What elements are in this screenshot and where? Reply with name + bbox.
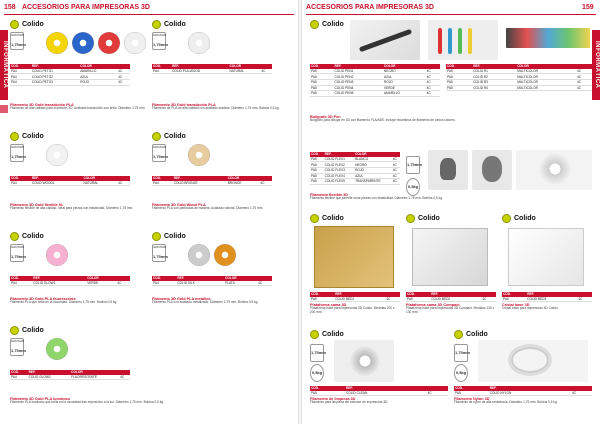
product-table — [10, 370, 130, 380]
column-header: REF. — [334, 292, 385, 297]
column-header: COD. — [10, 276, 32, 281]
table-cell: PA4 — [10, 74, 31, 80]
brand-dot-icon — [152, 132, 161, 141]
column-header: COD. — [10, 64, 31, 69]
table-cell: PA5 — [310, 91, 334, 97]
table-cell: 4C — [571, 391, 592, 396]
table-cell: VERDE — [383, 85, 426, 91]
brand-logo: Colido — [10, 20, 44, 29]
bed3-block — [502, 214, 592, 324]
product-title: Filamento 3D Gold Wood PLA — [152, 203, 206, 207]
table-cell: PLATA — [224, 281, 257, 286]
spool-icon — [46, 32, 68, 54]
bed-photo — [314, 226, 394, 288]
product-block — [10, 324, 292, 422]
table-cell: AZUL — [354, 173, 392, 179]
table-cell: COLID PEN5 — [334, 91, 383, 97]
page-number: 158 — [4, 4, 16, 11]
brand-logo: Colido — [152, 20, 186, 29]
table-cell: PA4 — [10, 281, 32, 286]
table-cell: AMARILLO — [383, 91, 426, 97]
column-header: REF. — [334, 64, 383, 69]
column-header: COD. — [310, 64, 334, 69]
bed1-block — [310, 214, 400, 324]
column-header: COLOR — [79, 64, 117, 69]
table-row — [502, 297, 592, 302]
table-cell: PA4 — [152, 281, 176, 286]
brand-logo: Colido — [152, 132, 186, 141]
page-number: 159 — [582, 4, 594, 11]
product-table — [10, 64, 130, 86]
table-cell: ROJO — [354, 167, 392, 173]
table-row — [10, 79, 130, 85]
side-tab-marker — [0, 105, 8, 113]
column-header: COLOR — [516, 64, 576, 69]
header-rule — [4, 14, 294, 15]
table-cell: PA5 — [310, 179, 324, 185]
table-row — [310, 297, 400, 302]
product-description: Filamento PLA que brilla en la oscuridad. Diámetro 1,75 mm. Bobina 0,5 kg. — [10, 300, 118, 304]
gauge-badge: 1,75mm — [310, 344, 324, 362]
gauge-badge: GROSOR 1,75mm — [152, 244, 166, 262]
table-cell: COLID FLEX2 — [324, 162, 354, 168]
table-cell: 4C — [426, 85, 440, 91]
gauge-badge: GROSOR 1,75mm — [10, 244, 24, 262]
table-cell: COLID R4 — [472, 85, 516, 91]
table-row — [310, 391, 448, 396]
table-cell: COLID PLA-WOOD — [171, 69, 228, 74]
brand-dot-icon — [310, 214, 319, 223]
table-cell: ROJO — [79, 79, 117, 85]
table-cell: 4C — [119, 375, 130, 380]
column-header: COLOR — [70, 370, 119, 375]
product-title: Filamento 3D Gold flexible XL — [10, 203, 64, 207]
brand-dot-icon — [10, 132, 19, 141]
brand-logo: Colido — [310, 214, 344, 223]
product-description: Filamento de nylon de alta resistencia. Diámetro 1,75 mm. Bobina 0,5 kg. — [454, 400, 558, 405]
brand-dot-icon — [10, 232, 19, 241]
table-cell: NATURAL — [82, 181, 117, 186]
table-cell: 4C — [385, 297, 400, 302]
column-header: COLOR — [228, 64, 260, 69]
brand-logo: Colido — [502, 214, 536, 223]
table-cell: BRONCE — [227, 181, 260, 186]
gauge-badge: GROSOR 1,75mm — [10, 144, 24, 162]
product-title: Filamento flexible 3D — [310, 193, 348, 197]
table-cell: COLID CLEAN — [345, 391, 427, 396]
table-row — [152, 181, 272, 186]
column-header: REF. — [489, 386, 571, 391]
column-header: REF. — [526, 292, 577, 297]
product-title: Filamento 3D Gold PLA luminoso — [10, 397, 70, 401]
table-cell: 4C — [392, 162, 400, 168]
table-cell: COLID NYLON — [489, 391, 571, 396]
pen-icon — [359, 29, 412, 53]
spool-icon — [188, 32, 210, 54]
spool-icon — [98, 32, 120, 54]
pen-accessory-photo — [428, 20, 498, 60]
column-header: REF. — [472, 64, 516, 69]
table-cell: 4C — [392, 173, 400, 179]
table-cell: 4C — [576, 85, 592, 91]
product-title: Plataforma cama 3D — [310, 303, 347, 308]
gauge-badge: 1,75mm — [406, 156, 420, 174]
spool-icon — [46, 338, 68, 360]
table-cell: COLID BRONZE — [173, 181, 227, 186]
table-cell: COLID FLEX4 — [324, 173, 354, 179]
column-header: COLOR — [82, 176, 117, 181]
product-title: Filamento 3D Gold PLA metálico — [152, 297, 211, 301]
weight-badge: 0,5kg — [454, 364, 468, 382]
flex-spool-photo — [516, 150, 592, 190]
flex-figure-photo — [428, 150, 468, 190]
glass-photo — [508, 228, 584, 286]
table-cell: MULTICOLOR — [516, 79, 576, 85]
table-row — [446, 85, 592, 91]
table-cell: 4C — [259, 181, 272, 186]
column-header: COD. — [152, 176, 173, 181]
column-header: REF. — [173, 176, 227, 181]
brand-logo: Colido — [10, 232, 44, 241]
table-row — [406, 297, 496, 302]
table-cell: 4C — [257, 281, 272, 286]
column-header: COD. — [310, 152, 324, 157]
flex-block — [310, 150, 592, 210]
table-cell: PA4 — [10, 79, 31, 85]
product-table — [152, 176, 272, 186]
table-cell: PA5 — [310, 173, 324, 179]
table-row — [454, 391, 592, 396]
left-page — [0, 0, 298, 424]
table-cell: ROJO — [383, 79, 426, 85]
table-cell: PA5 — [310, 74, 334, 80]
brand-dot-icon — [10, 20, 19, 29]
brand-dot-icon — [502, 214, 511, 223]
table-cell: AMARILLO — [79, 69, 117, 74]
column-header: REF. — [176, 276, 224, 281]
brand-dot-icon — [406, 214, 415, 223]
column-header: REF. — [31, 64, 79, 69]
column-header: COLOR — [227, 176, 260, 181]
gauge-badge: GROSOR 1,75mm — [152, 32, 166, 50]
spool-icon — [46, 244, 68, 266]
table-cell: MULTICOLOR — [516, 74, 576, 80]
table-cell: COLID R3 — [472, 79, 516, 85]
table-cell: COLID SILK — [176, 281, 224, 286]
product-block — [152, 230, 292, 322]
table-cell: MULTICOLOR — [516, 69, 576, 74]
product-block — [152, 18, 292, 128]
table-cell: COLID BED2 — [430, 297, 481, 302]
table-cell: COLID GLOW1 — [32, 281, 86, 286]
column-header: COLOR — [354, 152, 392, 157]
table-cell: PA4 — [152, 181, 173, 186]
product-table — [152, 64, 272, 74]
table-cell: COLID PEN1 — [334, 69, 383, 74]
spool-icon — [188, 244, 210, 266]
table-cell: 4C — [577, 297, 592, 302]
product-description: Plataforma base para impresoras 3D Colido. Medidas 200 x 200 mm. — [310, 306, 395, 315]
product-block — [10, 130, 150, 228]
product-description: Filamento flexible que permite crear piezas con elasticidad. Diámetro 1,75 mm. Bobina 0,5 kg. — [310, 196, 443, 200]
table-cell: AZUL — [79, 74, 117, 80]
gauge-badge: GROSOR 1,75mm — [10, 338, 24, 356]
bed2-block — [406, 214, 496, 324]
table-cell: PA5 — [454, 391, 489, 396]
table-cell: COLID GLOW2 — [28, 375, 71, 380]
side-tab: INFORMÁTICA — [592, 30, 600, 100]
spool-icon — [188, 144, 210, 166]
column-header: COD. — [10, 176, 31, 181]
table-cell: TRANSPARENTE — [354, 179, 392, 185]
table-cell: PA5 — [310, 85, 334, 91]
weight-badge: 0,5kg — [310, 364, 324, 382]
product-table — [10, 176, 130, 186]
table-cell: NATURAL — [228, 69, 260, 74]
table-row — [152, 69, 272, 74]
product-title: Filamento Nylon 3D — [454, 397, 490, 402]
table-cell: BLANCO — [354, 157, 392, 162]
table-cell: 4C — [576, 69, 592, 74]
table-cell: 4C — [427, 391, 448, 396]
table-row — [152, 281, 272, 286]
page-header: ACCESORIOS PARA IMPRESORAS 3D — [22, 4, 150, 11]
table-cell: PA5 — [310, 167, 324, 173]
product-title: Cristal base 3D — [502, 303, 530, 308]
table-cell: PA4 — [10, 181, 31, 186]
weight-badge: 0,5kg — [406, 178, 420, 196]
column-header: COLOR — [224, 276, 257, 281]
table-cell: 4C — [426, 79, 440, 85]
brand-dot-icon — [152, 232, 161, 241]
table-cell: COLID FLEX1 — [324, 157, 354, 162]
table-row — [10, 181, 130, 186]
brand-logo: Colido — [454, 330, 488, 339]
product-description: Filamento de PLA de alta calidad con acabado madera. Diámetro 1,75 mm. Bobina 0,5 kg. — [152, 106, 280, 110]
side-tab: INFORMÁTICA — [0, 30, 8, 100]
product-description: Plataforma base para impresoras 3D Compact. Medidas 130 x 130 mm. — [406, 306, 495, 315]
product-title: Filamento de limpieza 3D — [310, 397, 356, 402]
table-cell: 4C — [576, 79, 592, 85]
table-cell: PA4 — [152, 69, 171, 74]
column-header: COD. — [152, 276, 176, 281]
table-cell: PA5 — [310, 297, 334, 302]
table-cell: AZUL — [383, 74, 426, 80]
product-description: Filamento PLA luminoso que brilla en la oscuridad tras exposición a la luz. Diámetro 1,75 mm. Bobina 0,5 kg. — [10, 400, 164, 404]
table-cell: NEGRO — [383, 69, 426, 74]
table-cell: COLID PETG2 — [31, 74, 79, 80]
column-header: REF. — [345, 386, 427, 391]
refill-photo — [506, 28, 590, 48]
product-title: Filamento 3D Gold translúcido PLA — [152, 103, 216, 107]
pen-table — [310, 64, 440, 97]
table-cell: 4C — [392, 179, 400, 185]
product-description: Filamento PLA con partículas de madera. Acabado natural. Diámetro 1,75 mm. — [152, 206, 264, 210]
column-header: COD. — [502, 292, 526, 297]
column-header: COLOR — [383, 64, 426, 69]
product-description: Filamento de alta calidad para impresión 3D. Acabado translúcido con brillo. Diámetro 1,75 mm. — [10, 106, 146, 110]
flex-table — [310, 152, 400, 185]
brand-logo: Colido — [10, 326, 44, 335]
product-title: Filamento 3D Gold PLA fluorescente — [10, 297, 76, 301]
gauge-badge: GROSOR 1,75mm — [152, 144, 166, 162]
table-cell: 4C — [117, 74, 130, 80]
table-cell: PA5 — [406, 297, 430, 302]
table-cell: PA5 — [446, 74, 472, 80]
table-cell: VERDE — [86, 281, 116, 286]
column-header: REF. — [171, 64, 228, 69]
table-cell: 4C — [117, 69, 130, 74]
column-header: REF. — [324, 152, 354, 157]
table-cell: COLID PEN4 — [334, 85, 383, 91]
product-description: Cristal base para impresoras 3D Colido. — [502, 306, 559, 311]
brand-dot-icon — [454, 330, 463, 339]
table-cell: COLID PETG1 — [31, 69, 79, 74]
column-header: COLOR — [86, 276, 116, 281]
table-cell: MULTICOLOR — [516, 85, 576, 91]
table-cell: 4C — [426, 69, 440, 74]
brand-dot-icon — [152, 20, 161, 29]
product-table — [152, 276, 272, 286]
table-cell: PA5 — [446, 85, 472, 91]
table-cell: 4C — [116, 281, 130, 286]
table-cell: PA5 — [310, 162, 324, 168]
table-row — [10, 375, 130, 380]
spool-photo — [334, 340, 394, 382]
product-title: Bolígrafo 3D Pen — [310, 115, 341, 119]
spool-icon — [124, 32, 146, 54]
spool-icon — [46, 144, 68, 166]
product-description: Filamento flexible de alta calidad. Ideal para piezas con elasticidad. Diámetro 1,75 mm. — [10, 206, 134, 210]
clean2-block — [454, 330, 592, 422]
product-description: Filamento para limpieza del extrusor de impresoras 3D. — [310, 400, 389, 405]
product-block — [10, 230, 150, 322]
column-header: REF. — [28, 370, 71, 375]
bed-photo — [412, 228, 488, 286]
coil-photo — [478, 340, 588, 382]
column-header: COD. — [454, 386, 489, 391]
table-cell: 4C — [481, 297, 496, 302]
table-cell: COLID PEN2 — [334, 74, 383, 80]
brand-logo: Colido — [310, 330, 344, 339]
table-row — [310, 179, 400, 185]
table-cell: PA5 — [310, 69, 334, 74]
table-cell: COLID FLEX5 — [324, 179, 354, 185]
flex-figure-photo-2 — [472, 150, 512, 190]
product-description: Filamento PLA con acabado metalizado. Diámetro 1,75 mm. Bobina 0,5 kg. — [152, 300, 259, 304]
column-header: COD. — [406, 292, 430, 297]
product-title: Filamento 3D Gold translúcido PLA — [10, 103, 74, 107]
table-row — [10, 281, 130, 286]
table-cell: 4C — [426, 74, 440, 80]
table-cell: 4C — [576, 74, 592, 80]
table-cell: COLID BED1 — [334, 297, 385, 302]
table-cell: PA4 — [10, 375, 28, 380]
gauge-badge: GROSOR 1,75mm — [10, 32, 24, 50]
table-cell: 4C — [392, 167, 400, 173]
table-cell: PA4 — [10, 69, 31, 74]
table-cell: COLID PEN3 — [334, 79, 383, 85]
table-cell: PA5 — [502, 297, 526, 302]
column-header: REF. — [430, 292, 481, 297]
brand-logo: Colido — [152, 232, 186, 241]
clean1-block — [310, 330, 448, 422]
column-header: REF. — [32, 276, 86, 281]
table-cell: 4C — [117, 181, 130, 186]
table-cell: PA5 — [310, 391, 345, 396]
column-header: REF. — [31, 176, 83, 181]
product-table — [10, 276, 130, 286]
table-cell: 4C — [260, 69, 272, 74]
product-block — [10, 18, 150, 128]
page-header: ACCESORIOS PARA IMPRESORAS 3D — [306, 4, 434, 11]
brand-dot-icon — [10, 326, 19, 335]
table-cell: PA5 — [446, 69, 472, 74]
table-cell: 4C — [117, 79, 130, 85]
table-cell: COLID PETG3 — [31, 79, 79, 85]
table-cell: 4C — [392, 157, 400, 162]
table-cell: PA5 — [310, 79, 334, 85]
brand-dot-icon — [310, 20, 319, 29]
pen-photo — [350, 20, 420, 60]
table-cell: FLUORESCENTE — [70, 375, 119, 380]
brand-dot-icon — [310, 330, 319, 339]
column-header: COD. — [152, 64, 171, 69]
brand-logo: Colido — [310, 20, 344, 29]
spool-icon — [214, 244, 236, 266]
cat-figure-icon — [440, 158, 456, 180]
refill-table — [446, 64, 592, 91]
column-header: COD. — [446, 64, 472, 69]
table-row — [310, 91, 440, 97]
table-cell: COLID WOOD1 — [31, 181, 83, 186]
table-cell: NEGRO — [354, 162, 392, 168]
table-cell: COLID BED3 — [526, 297, 577, 302]
product-description: Bolígrafo para dibujar en 3D con filamento PLA/ABS. Incluye recambios de filamento de varios colores. — [310, 118, 456, 122]
table-cell: 4C — [426, 91, 440, 97]
table-cell: PA5 — [446, 79, 472, 85]
column-header: COD. — [310, 386, 345, 391]
column-header: COD. — [310, 292, 334, 297]
product-block — [152, 130, 292, 228]
header-rule — [306, 14, 596, 15]
right-page — [302, 0, 600, 424]
table-cell: PA5 — [310, 157, 324, 162]
spool-icon — [72, 32, 94, 54]
table-cell: COLID R1 — [472, 69, 516, 74]
gauge-badge: 1,75mm — [454, 344, 468, 362]
pen-block — [310, 18, 592, 148]
brand-logo: Colido — [406, 214, 440, 223]
table-cell: COLID R2 — [472, 74, 516, 80]
brand-logo: Colido — [10, 132, 44, 141]
column-header: COD. — [10, 370, 28, 375]
table-cell: COLID FLEX3 — [324, 167, 354, 173]
product-title: Plataforma cama 3D Compact — [406, 303, 460, 308]
